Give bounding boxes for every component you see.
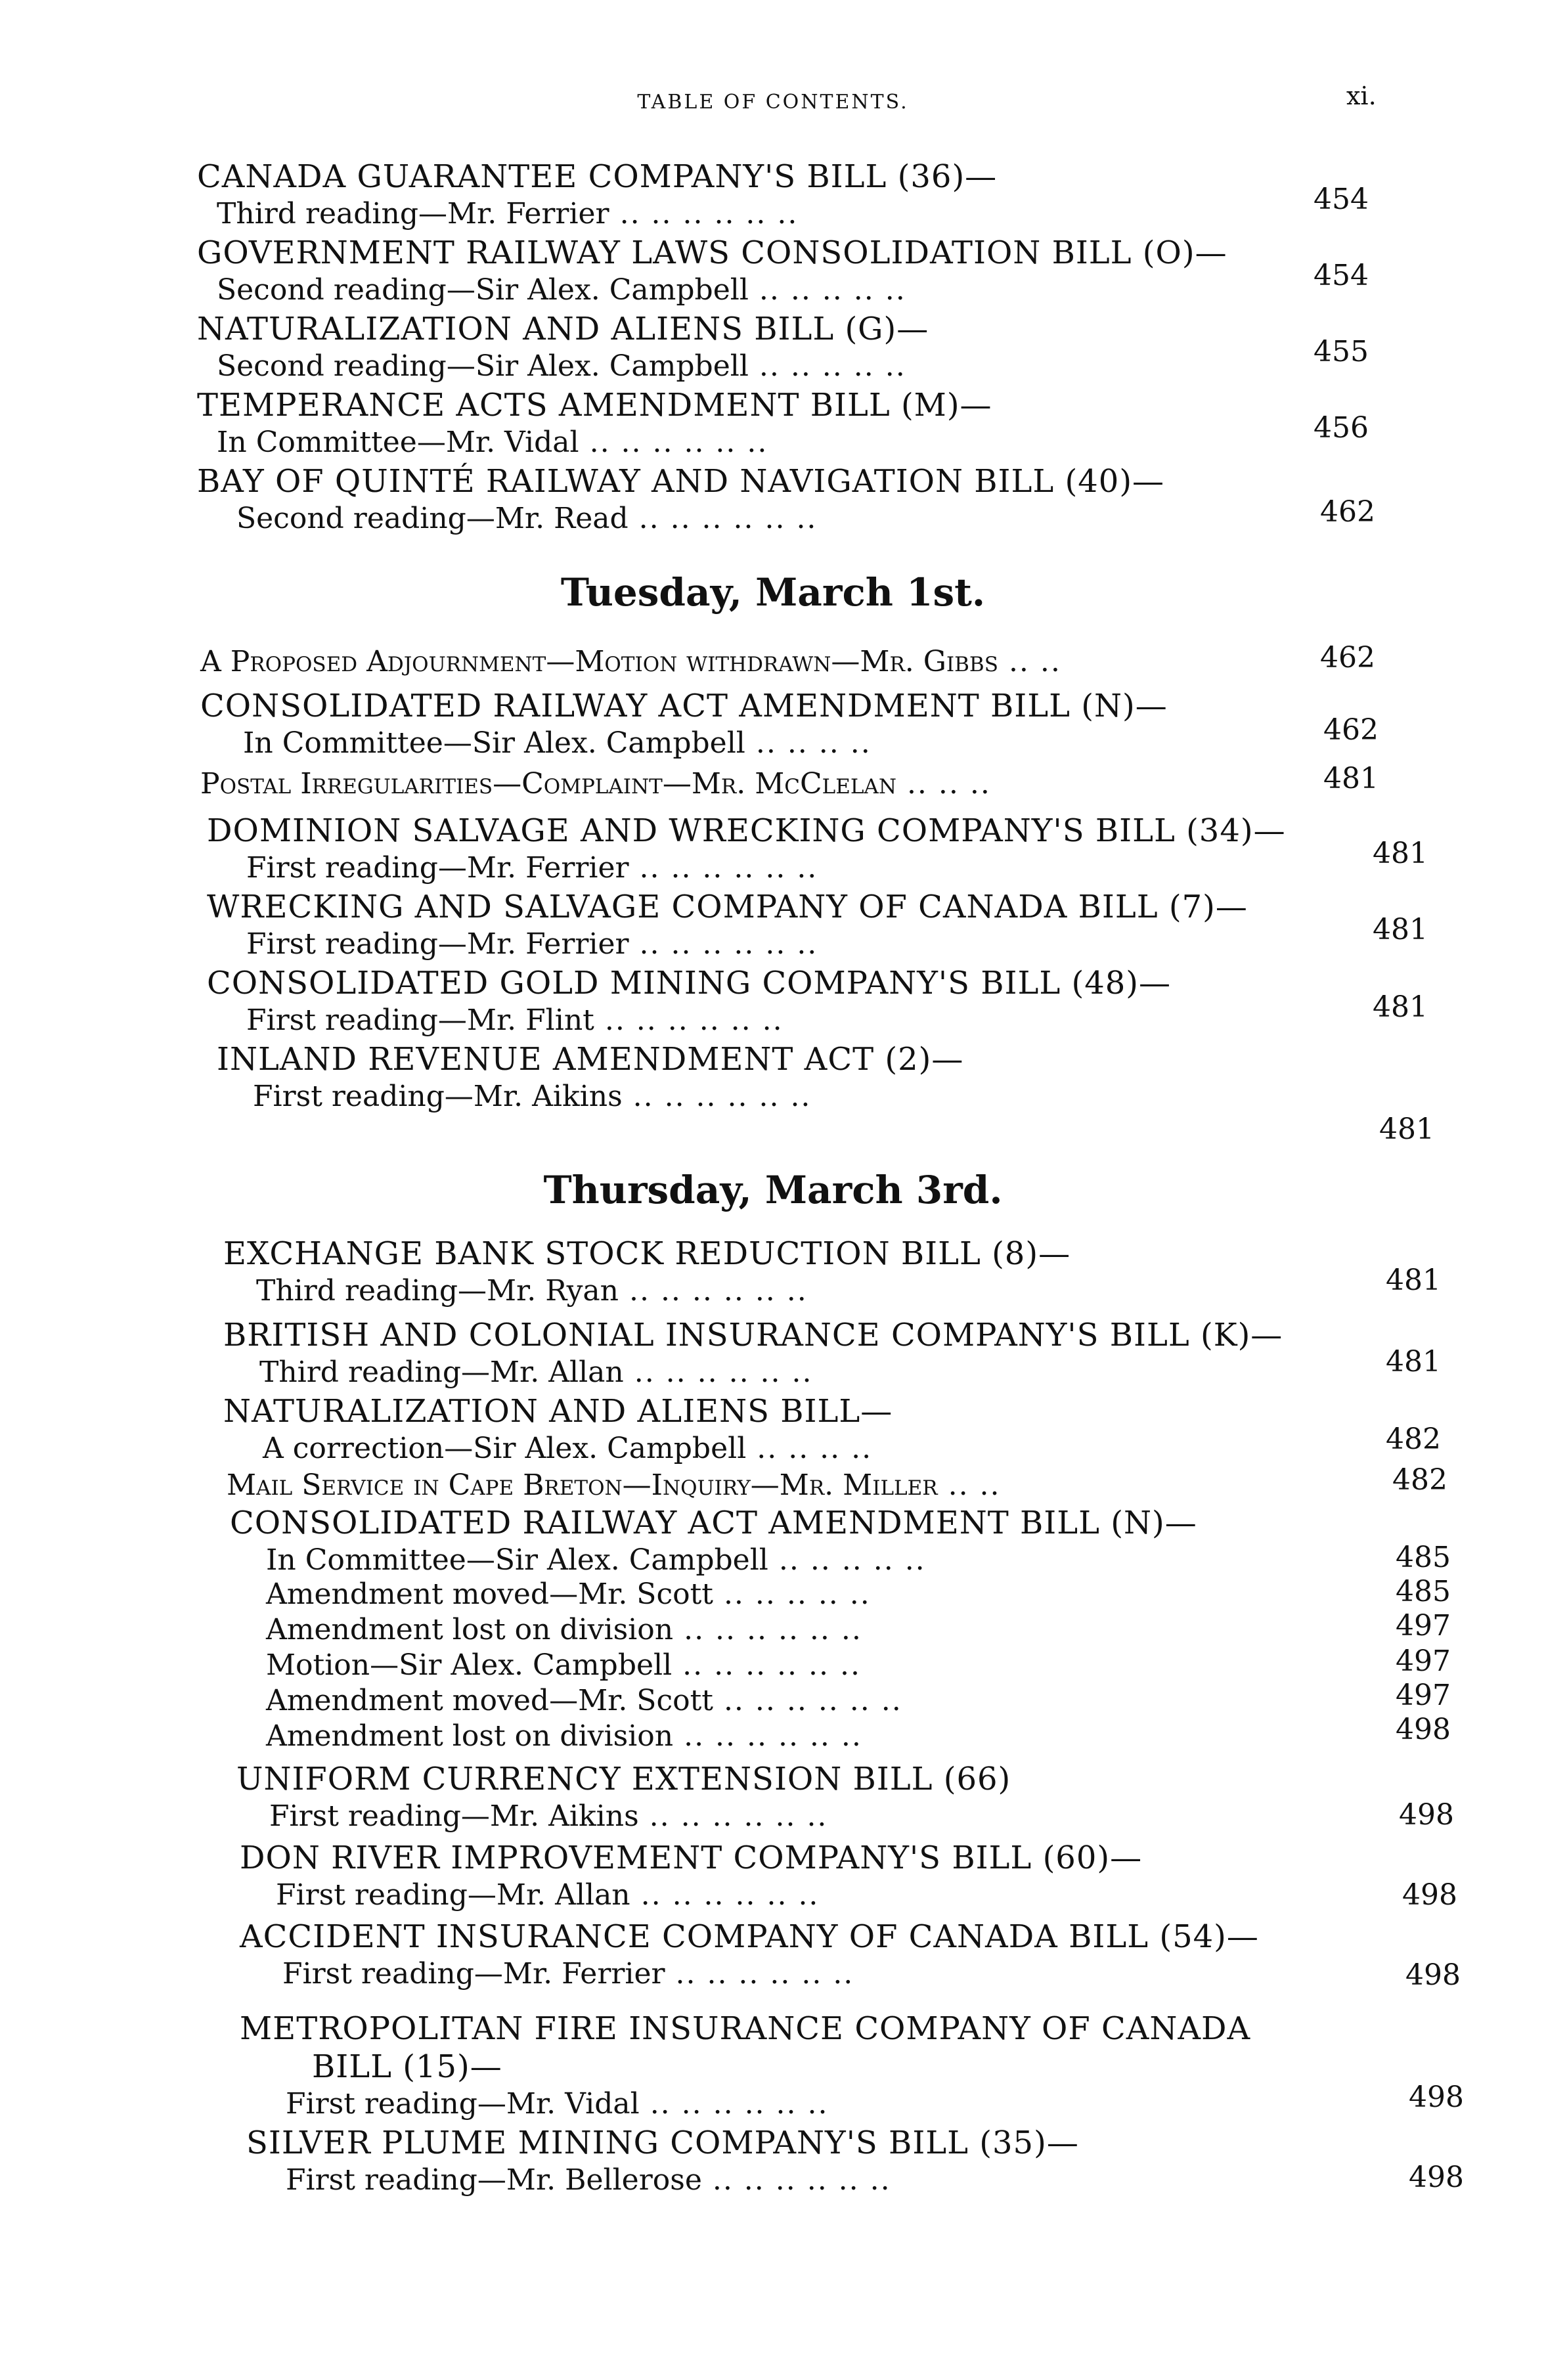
sub-entry: Amendment moved—Mr. Scott .. .. .. .. .. .. (266, 1684, 902, 1717)
bill-title: SILVER PLUME MINING COMPANY'S BILL (35)— (246, 2125, 1079, 2161)
page-ref: 497 (1396, 1644, 1451, 1678)
toc-entry (200, 644, 1061, 680)
entry-subtitle: A correction—Sir Alex. Campbell .. .. .. .. (263, 1432, 873, 1465)
page-ref: 481 (1373, 913, 1428, 946)
page-ref: 498 (1409, 2081, 1464, 2114)
sub-entry: Amendment lost on division .. .. .. .. .. .. (266, 1613, 862, 1646)
page-ref: 462 (1323, 713, 1379, 747)
toc-entry (223, 1316, 1283, 1391)
page-ref: 498 (1409, 2161, 1464, 2194)
inline-entry: Postal Irregularities—Complaint—Mr. McClelan .. .. .. (200, 767, 991, 801)
entry-subtitle: First reading—Mr. Aikins .. .. .. .. .. .. (253, 1080, 812, 1113)
page-ref: 462 (1320, 641, 1375, 674)
page-ref: 482 (1392, 1463, 1447, 1497)
entry-subtitle: First reading—Mr. Ferrier .. .. .. .. .. .. (282, 1957, 854, 1991)
page-ref: 456 (1314, 411, 1369, 445)
entry-subtitle: Second reading—Sir Alex. Campbell .. .. .. .. .. (217, 273, 906, 307)
toc-entry (246, 2124, 1079, 2199)
page-ref: 498 (1405, 1958, 1461, 1992)
page-ref: 481 (1373, 837, 1428, 870)
sub-entry: Amendment moved—Mr. Scott .. .. .. .. .. (266, 1577, 871, 1611)
bill-title: TEMPERANCE ACTS AMENDMENT BILL (M)— (197, 387, 992, 424)
bill-title: METROPOLITAN FIRE INSURANCE COMPANY OF CANADA (240, 2010, 1251, 2047)
page-ref: 485 (1396, 1541, 1451, 1574)
inline-entry: A Proposed Adjournment—Motion withdrawn—Mr. Gibbs .. .. (200, 645, 1061, 678)
entry-subtitle: Third reading—Mr. Ferrier .. .. .. .. .. .. (217, 197, 799, 231)
entry-subtitle: First reading—Mr. Allan .. .. .. .. .. .. (276, 1878, 820, 1912)
toc-entry (200, 766, 991, 803)
page-ref: 455 (1314, 335, 1369, 368)
bill-title: WRECKING AND SALVAGE COMPANY OF CANADA BILL (7)— (207, 889, 1248, 925)
page-ref: 498 (1396, 1713, 1451, 1746)
toc-entry (223, 1392, 893, 1467)
entry-subtitle: Second reading—Sir Alex. Campbell .. .. .. .. .. (217, 349, 906, 383)
toc-entry (240, 1839, 1142, 1914)
page-ref: 482 (1386, 1422, 1441, 1456)
toc-entry (240, 1918, 1259, 1993)
toc-entry (197, 386, 992, 461)
bill-title: EXCHANGE BANK STOCK REDUCTION BILL (8)— (223, 1235, 1071, 1272)
sub-entry: Motion—Sir Alex. Campbell .. .. .. .. .. .. (266, 1648, 861, 1682)
entry-subtitle: In Committee—Sir Alex. Campbell .. .. .. .. (243, 726, 872, 760)
toc-entry (197, 462, 1164, 537)
bill-title: UNIFORM CURRENCY EXTENSION BILL (66) (236, 1761, 1011, 1797)
day-heading: Thursday, March 3rd. (543, 1168, 1003, 1212)
page-ref: 462 (1320, 495, 1375, 529)
day-heading: Tuesday, March 1st. (560, 570, 986, 615)
entry-subtitle: First reading—Mr. Aikins .. .. .. .. .. .. (269, 1799, 828, 1833)
entry-subtitle: Third reading—Mr. Ryan .. .. .. .. .. .. (256, 1274, 808, 1308)
bill-title-continued: BILL (15)— (312, 2048, 502, 2085)
entry-subtitle: First reading—Mr. Bellerose .. .. .. .. .. .. (286, 2163, 891, 2197)
page-ref: 481 (1386, 1264, 1441, 1297)
entry-subtitle: In Committee—Mr. Vidal .. .. .. .. .. .. (217, 426, 768, 459)
toc-entry (207, 888, 1248, 963)
toc-entry (217, 1040, 963, 1115)
page-ref: 497 (1396, 1679, 1451, 1712)
page-ref: 454 (1314, 183, 1369, 216)
page-ref: 454 (1314, 259, 1369, 292)
page-ref: 498 (1402, 1878, 1457, 1912)
toc-entry (223, 1235, 1071, 1310)
bill-title: CANADA GUARANTEE COMPANY'S BILL (36)— (197, 158, 998, 195)
sub-entry: Amendment lost on division .. .. .. .. .. .. (266, 1719, 862, 1753)
page-number: xi. (1346, 81, 1377, 110)
toc-entry (197, 310, 929, 385)
entry-subtitle: Second reading—Mr. Read .. .. .. .. .. .. (236, 502, 818, 535)
inline-entry: Mail Service in Cape Breton—Inquiry—Mr. Miller .. .. (227, 1468, 1001, 1502)
bill-title: DOMINION SALVAGE AND WRECKING COMPANY'S BILL (34)— (207, 812, 1286, 849)
toc-entry (207, 812, 1286, 887)
bill-title: GOVERNMENT RAILWAY LAWS CONSOLIDATION BILL (O)— (197, 234, 1227, 271)
entry-subtitle: First reading—Mr. Ferrier .. .. .. .. .. .. (246, 851, 818, 885)
entry-subtitle: Third reading—Mr. Allan .. .. .. .. .. .. (259, 1355, 813, 1389)
entry-subtitle: First reading—Mr. Flint .. .. .. .. .. .. (246, 1003, 784, 1037)
toc-entry (240, 2010, 1250, 2123)
page-ref: 481 (1323, 762, 1379, 795)
entry-subtitle: First reading—Mr. Vidal .. .. .. .. .. .. (286, 2087, 829, 2121)
bill-title: BAY OF QUINTÉ RAILWAY AND NAVIGATION BILL (40)— (197, 463, 1165, 500)
page-ref: 481 (1386, 1345, 1441, 1378)
toc-entry (236, 1760, 1011, 1835)
bill-title: DON RIVER IMPROVEMENT COMPANY'S BILL (60)— (240, 1840, 1143, 1876)
page-ref: 481 (1379, 1113, 1434, 1146)
bill-title: NATURALIZATION AND ALIENS BILL— (223, 1393, 893, 1430)
toc-entry (227, 1467, 1001, 1504)
page-ref: 481 (1373, 990, 1428, 1024)
page-ref: 497 (1396, 1609, 1451, 1642)
toc-entry (230, 1504, 1197, 1542)
sub-entry: In Committee—Sir Alex. Campbell .. .. .. .. .. (266, 1543, 926, 1577)
toc-entry (197, 158, 997, 232)
running-head: TABLE OF CONTENTS. (637, 91, 909, 114)
bill-title: BRITISH AND COLONIAL INSURANCE COMPANY'S BILL (K)— (223, 1317, 1283, 1354)
entry-subtitle: First reading—Mr. Ferrier .. .. .. .. .. .. (246, 927, 818, 961)
bill-title: CONSOLIDATED RAILWAY ACT AMENDMENT BILL (N)— (230, 1505, 1197, 1541)
page-ref: 498 (1399, 1798, 1454, 1832)
bill-title: CONSOLIDATED RAILWAY ACT AMENDMENT BILL (N)— (200, 688, 1168, 724)
toc-entry (200, 687, 1168, 762)
bill-title: NATURALIZATION AND ALIENS BILL (G)— (197, 311, 929, 347)
bill-title: CONSOLIDATED GOLD MINING COMPANY'S BILL (48)— (207, 965, 1172, 1002)
bill-title: ACCIDENT INSURANCE COMPANY OF CANADA BILL (54)— (240, 1918, 1259, 1955)
toc-entry (197, 234, 1227, 309)
page-ref: 485 (1396, 1575, 1451, 1608)
toc-entry (207, 964, 1171, 1039)
bill-title: INLAND REVENUE AMENDMENT ACT (2)— (217, 1041, 964, 1078)
